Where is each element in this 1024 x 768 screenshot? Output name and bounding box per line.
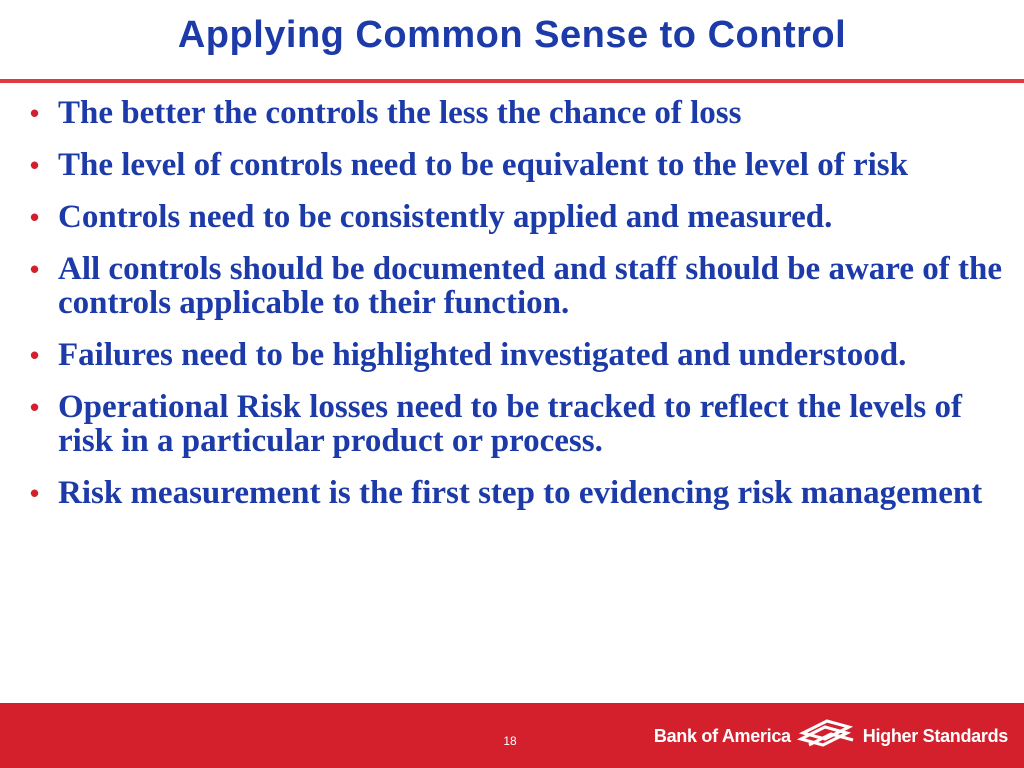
bullet-icon: • xyxy=(30,340,40,370)
bullet-icon: • xyxy=(30,150,40,180)
brand-name: Bank of America xyxy=(653,725,791,746)
title-divider xyxy=(0,79,1024,83)
brand-lockup xyxy=(654,719,1008,753)
bullet-icon: • xyxy=(30,478,40,508)
bullet-text: Operational Risk losses need to be tracked to reflect the levels of risk in a particular product or process. xyxy=(58,389,962,459)
bullet-item xyxy=(30,476,1010,510)
bullet-item xyxy=(30,338,1010,372)
slide-title: Applying Common Sense to Control xyxy=(177,14,847,56)
page-number: 18 xyxy=(503,734,517,748)
bullet-item xyxy=(30,200,1010,234)
bullet-list xyxy=(30,96,1010,528)
bullet-text: The better the controls the less the chance of loss xyxy=(58,95,742,131)
bullet-text: The level of controls need to be equivalent to the level of risk xyxy=(58,147,908,183)
bullet-item xyxy=(30,96,1010,130)
bullet-text: Risk measurement is the first step to evidencing risk management xyxy=(58,475,983,511)
bullet-item xyxy=(30,148,1010,182)
bullet-text: Failures need to be highlighted investigated and understood. xyxy=(58,337,907,373)
flag-stripes-icon xyxy=(797,719,855,754)
bullet-item xyxy=(30,390,1010,458)
bullet-text: All controls should be documented and staff should be aware of the controls applicable to their function. xyxy=(58,251,1002,321)
bullet-item xyxy=(30,252,1010,320)
brand-tagline: Higher Standards xyxy=(862,725,1008,746)
bullet-icon: • xyxy=(30,254,40,284)
bullet-icon: • xyxy=(30,202,40,232)
bullet-text: Controls need to be consistently applied and measured. xyxy=(58,199,833,235)
footer-bar xyxy=(0,703,1024,768)
bullet-icon: • xyxy=(30,392,40,422)
bullet-icon: • xyxy=(30,98,40,128)
